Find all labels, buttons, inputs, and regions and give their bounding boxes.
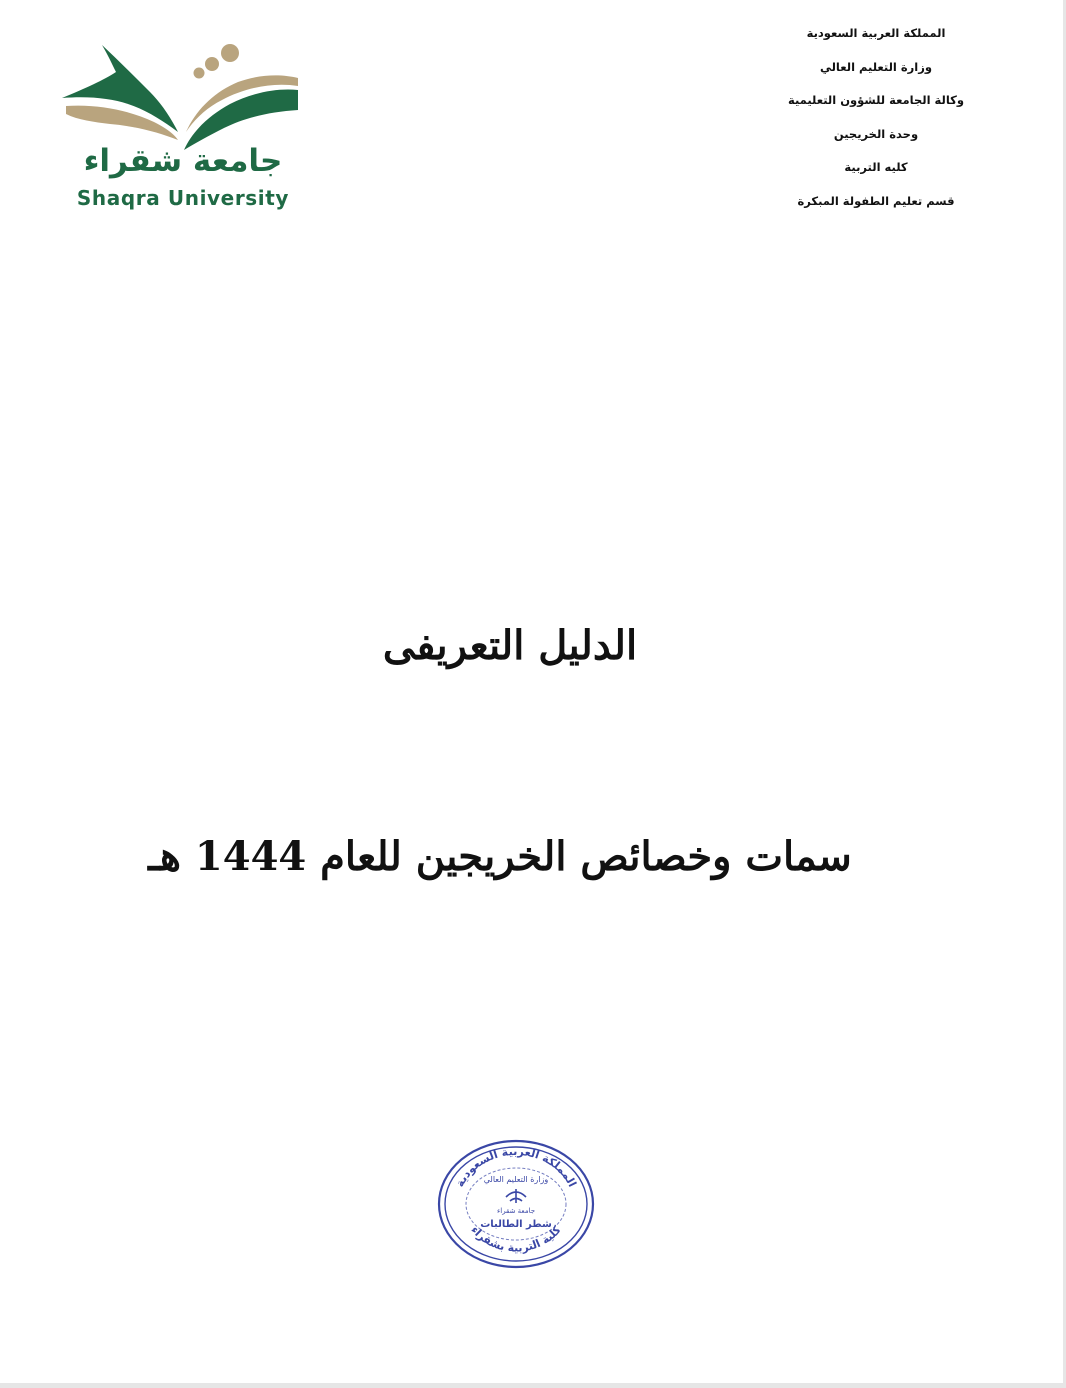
header-block <box>776 22 976 223</box>
stamp-seal-icon <box>436 1137 596 1271</box>
header-line-unit: وحدة الخريجين <box>833 126 919 141</box>
header-line-department: قسم تعليم الطفولة المبكرة <box>797 193 955 208</box>
stamp-emblem-icon <box>506 1189 526 1203</box>
book-emblem-icon <box>58 40 308 150</box>
official-stamp <box>436 1137 596 1271</box>
stamp-text-branch: شطر الطالبات <box>480 1219 552 1230</box>
stamp-text-ministry: وزارة التعليم العالي <box>483 1175 549 1184</box>
logo-name-arabic: جامعة شقراء <box>83 143 283 179</box>
university-logo <box>58 40 308 215</box>
stamp-text-university: جامعة شقراء <box>496 1207 536 1215</box>
logo-name-english: Shaqra University <box>76 186 290 210</box>
header-line-ministry: وزارة التعليم العالي <box>819 59 932 74</box>
stamp-text-bottom: كلية التربية بشقراء <box>468 1223 564 1255</box>
stamp-text-outer: المملكة العربية السعودية <box>453 1144 579 1190</box>
header-line-college: كليه التربية <box>844 160 908 174</box>
header-line-country: المملكة العربية السعودية <box>806 26 946 40</box>
document-subtitle: سمات وخصائص الخريجين للعام 1444 هـ <box>148 833 852 880</box>
header-line-agency: وكالة الجامعة للشؤون التعليمية <box>787 93 964 107</box>
document-title: الدليل التعريفى <box>382 622 638 669</box>
